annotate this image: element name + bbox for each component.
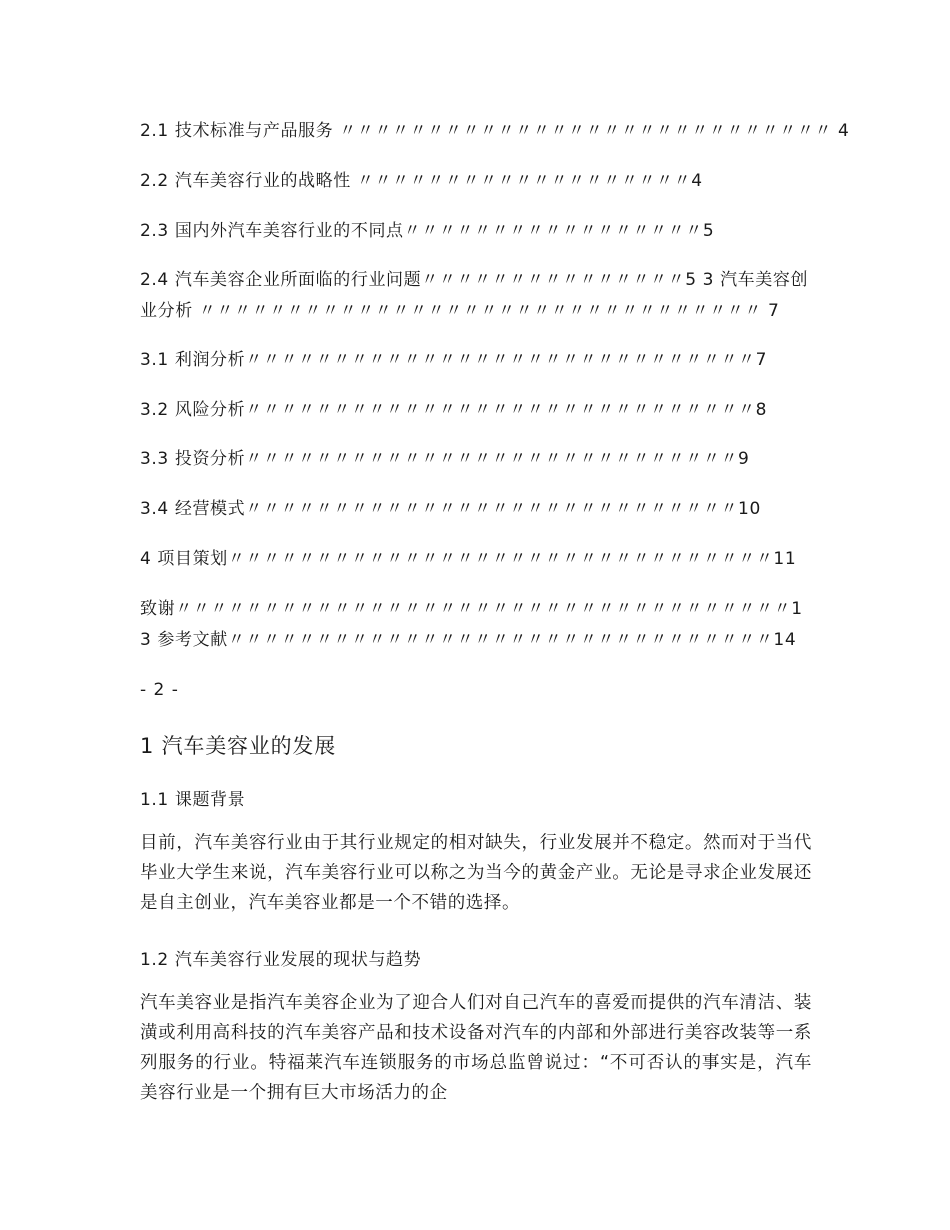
- subsection-heading-background: 1.1 课题背景: [140, 790, 246, 810]
- paragraph-status-trends: 汽车美容业是指汽车美容企业为了迎合人们对自己汽车的喜爱而提供的汽车清洁、装潢或利用高科技的汽车美容产品和技术设备对汽车的内部和外部进行美容改装等一系列服务的行业。特福莱汽车连锁服务的市场总监曾说过：“不可否认的事实是，汽车美容行业是一个拥有巨大市场活力的企: [140, 993, 812, 1103]
- toc-entry-2-3[interactable]: 2.3 国内外汽车美容行业的不同点〃〃〃〃〃〃〃〃〃〃〃〃〃〃〃〃〃5: [140, 221, 715, 241]
- toc-entry-3-4[interactable]: 3.4 经营模式〃〃〃〃〃〃〃〃〃〃〃〃〃〃〃〃〃〃〃〃〃〃〃〃〃〃〃〃10: [140, 499, 761, 519]
- toc-entry-2-1[interactable]: 2.1 技术标准与产品服务 〃〃〃〃〃〃〃〃〃〃〃〃〃〃〃〃〃〃〃〃〃〃〃〃〃〃〃〃 4: [140, 121, 850, 141]
- section-heading: 1 汽车美容业的发展: [140, 734, 337, 758]
- toc-entry-3-3[interactable]: 3.3 投资分析〃〃〃〃〃〃〃〃〃〃〃〃〃〃〃〃〃〃〃〃〃〃〃〃〃〃〃〃9: [140, 449, 750, 469]
- toc-entry-acknowledgements-references[interactable]: 致谢〃〃〃〃〃〃〃〃〃〃〃〃〃〃〃〃〃〃〃〃〃〃〃〃〃〃〃〃〃〃〃〃〃〃〃13 参考文献〃〃〃〃〃〃〃〃〃〃〃〃〃〃〃〃〃〃〃〃〃〃〃〃〃〃〃〃〃〃〃14: [140, 599, 803, 650]
- toc-entry-3-2[interactable]: 3.2 风险分析〃〃〃〃〃〃〃〃〃〃〃〃〃〃〃〃〃〃〃〃〃〃〃〃〃〃〃〃〃8: [140, 400, 768, 420]
- toc-entry-4[interactable]: 4 项目策划〃〃〃〃〃〃〃〃〃〃〃〃〃〃〃〃〃〃〃〃〃〃〃〃〃〃〃〃〃〃〃11: [140, 549, 797, 569]
- subsection-heading-status-trends: 1.2 汽车美容行业发展的现状与趋势: [140, 950, 422, 970]
- page-number: - 2 -: [140, 680, 179, 700]
- toc-entry-2-2[interactable]: 2.2 汽车美容行业的战略性 〃〃〃〃〃〃〃〃〃〃〃〃〃〃〃〃〃〃〃4: [140, 171, 703, 191]
- toc-entry-2-4[interactable]: 2.4 汽车美容企业所面临的行业问题〃〃〃〃〃〃〃〃〃〃〃〃〃〃〃5 3 汽车美容创业分析 〃〃〃〃〃〃〃〃〃〃〃〃〃〃〃〃〃〃〃〃〃〃〃〃〃〃〃〃〃〃〃〃 7: [140, 270, 809, 321]
- toc-entry-3-1[interactable]: 3.1 利润分析〃〃〃〃〃〃〃〃〃〃〃〃〃〃〃〃〃〃〃〃〃〃〃〃〃〃〃〃〃7: [140, 350, 768, 370]
- paragraph-background: 目前，汽车美容行业由于其行业规定的相对缺失，行业发展并不稳定。然而对于当代毕业大学生来说，汽车美容行业可以称之为当今的黄金产业。无论是寻求企业发展还是自主创业，汽车美容业都是一个不错的选择。: [140, 833, 812, 913]
